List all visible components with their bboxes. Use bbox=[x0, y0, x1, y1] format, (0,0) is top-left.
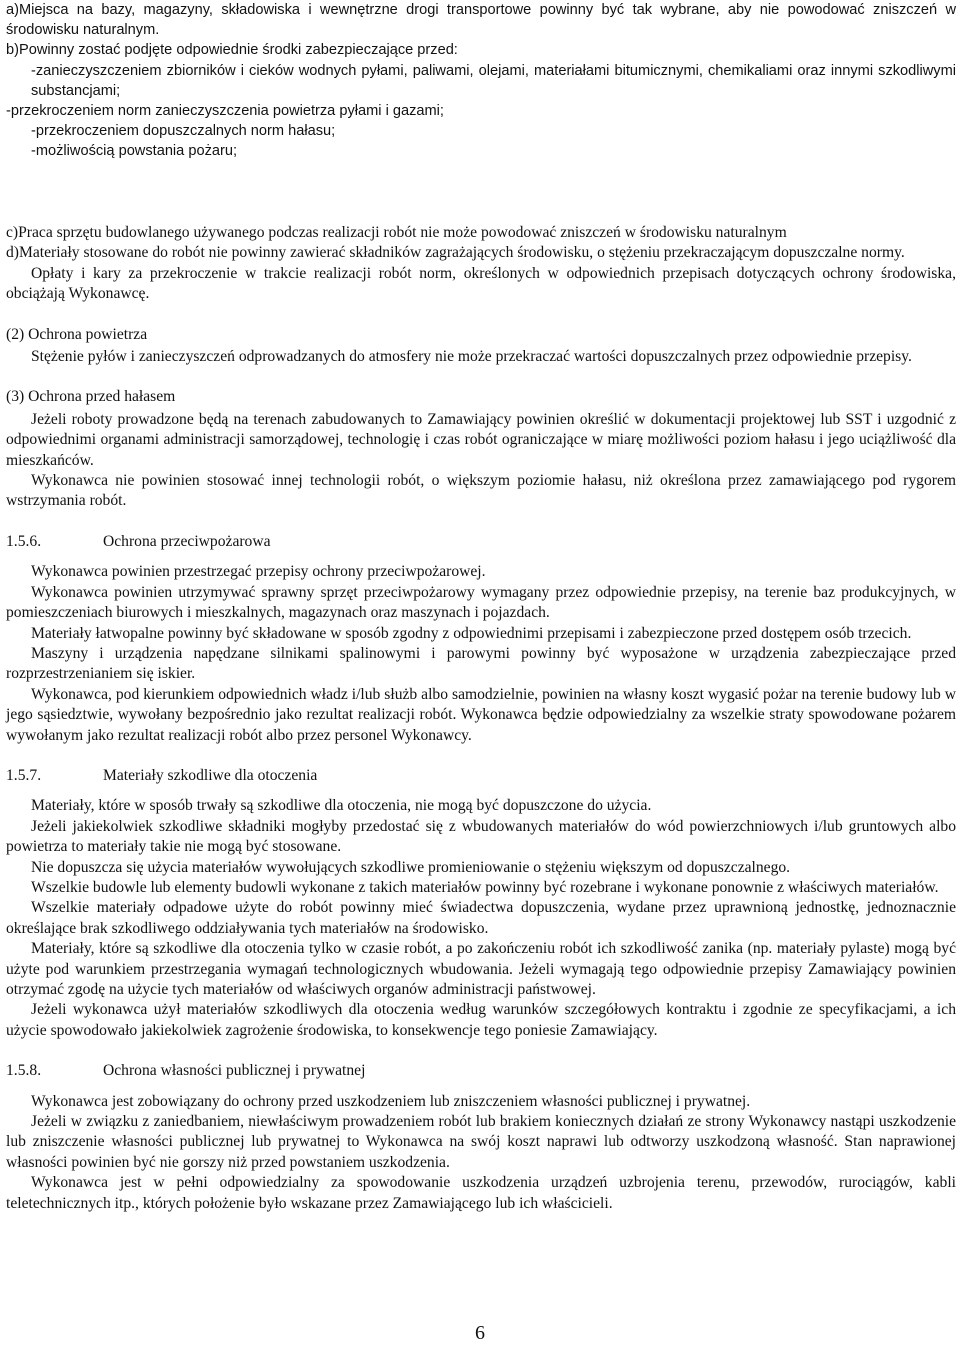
paragraph: Jeżeli jakiekolwiek szkodliwe składniki mogłyby przedostać się z wbudowanych materiałów do wód powierzchniowych i/lub gruntowych albo powietrza to materiały takie nie mogą być stosowane. bbox=[6, 817, 956, 856]
item-b-bullet: -przekroczeniem norm zanieczyszczenia powietrza pyłami i gazami; bbox=[6, 103, 444, 120]
paragraph: Wykonawca jest zobowiązany do ochrony przed uszkodzeniem lub zniszczeniem własności publicznej i prywatnej. bbox=[31, 1092, 751, 1110]
paragraph: Nie dopuszcza się użycia materiałów wywołujących szkodliwe promieniowanie o stężeniu większym od dopuszczalnego. bbox=[31, 858, 791, 876]
paragraph: Wykonawca powinien przestrzegać przepisy ochrony przeciwpożarowej. bbox=[31, 563, 486, 581]
section-heading-air bbox=[6, 325, 956, 345]
fees-paragraph: Opłaty i kary za przekroczenie w trakcie realizacji robót norm, określonych w odpowiednich przepisach dotyczących ochrony środowiska, obciążają Wykonawcę. bbox=[6, 264, 956, 303]
paragraph: Stężenie pyłów i zanieczyszczeń odprowadzanych do atmosfery nie może przekraczać wartości dopuszczalnych przez odpowiednie przepisy. bbox=[31, 348, 912, 366]
section-number: 1.5.6. bbox=[6, 532, 42, 550]
paragraph: Wykonawca powinien utrzymywać sprawny sprzęt przeciwpożarowy wymagany przez odpowiednie przepisy, na terenie baz produkcyjnych, w pomieszczeniach biurowych i mieszkalnych, magazynach oraz maszynach i pojazdach. bbox=[6, 583, 956, 622]
paragraph: Materiały, które są szkodliwe dla otoczenia tylko w czasie robót, a po zakończeniu robót ich szkodliwość zanika (np. materiały pylaste) mogą być użyte pod warunkiem przestrzegania wymagań technologicznych wbudowania. Jeżeli wymagają tego odpowiednie przepisy Zamawiający powinien otrzymać zgodę na użycie tych materiałów od właściwych organów administracji państwowej. bbox=[6, 940, 956, 998]
item-b-bullet: -przekroczeniem dopuszczalnych norm hałasu; bbox=[31, 123, 336, 140]
section-heading-158 bbox=[6, 1061, 956, 1081]
paragraph: Jeżeli w związku z zaniedbaniem, niewłaściwym prowadzeniem robót lub brakiem koniecznych działań ze strony Wykonawcy nastąpi uszkodzenie lub zniszczenie własności publicznej lub prywatnej to Wykonawca na swój koszt naprawi lub odtworzy uszkodzoną własność. Stan naprawionej własności powinien być nie gorszy niż przed powstaniem uszkodzenia. bbox=[6, 1113, 956, 1171]
item-d: d)Materiały stosowane do robót nie powinny zawierać składników zagrażających środowisku, o stężeniu przekraczającym dopuszczalne normy. bbox=[6, 244, 905, 262]
paragraph: Materiały, które w sposób trwały są szkodliwe dla otoczenia, nie mogą być dopuszczone do użycia. bbox=[31, 797, 652, 815]
item-b-bullet: -możliwością powstania pożaru; bbox=[31, 143, 238, 160]
section-heading-156 bbox=[6, 532, 956, 552]
page-number: 6 bbox=[475, 1322, 485, 1344]
section-title: Materiały szkodliwe dla otoczenia bbox=[103, 766, 318, 784]
item-a: a)Miejsca na bazy, magazyny, składowiska i wewnętrzne drogi transportowe powinny być tak wybrane, aby nie powodować zniszczeń w środowisku naturalnym. bbox=[6, 2, 956, 39]
section-heading-157 bbox=[6, 766, 956, 786]
section-title: (3) Ochrona przed hałasem bbox=[6, 388, 176, 406]
section-title: Ochrona przeciwpożarowa bbox=[103, 532, 271, 550]
item-b-intro: b)Powinny zostać podjęte odpowiednie środki zabezpieczające przed: bbox=[6, 42, 458, 59]
paragraph: Wykonawca jest w pełni odpowiedzialny za spowodowanie uszkodzenia urządzeń uzbrojenia terenu, przewodów, rurociągów, kabli teletechnicznych itp., których położenie było wskazane przez Zamawiającego lub ich właścicieli. bbox=[6, 1174, 956, 1212]
section-number: 1.5.8. bbox=[6, 1062, 42, 1080]
paragraph: Jeżeli roboty prowadzone będą na terenach zabudowanych to Zamawiający powinien określić w dokumentacji projektowej lub SST i uzgodnić z odpowiednimi organami administracji samorządowej, technologię i czas robót ograniczające w miarę możliwości poziom hałasu i jego uciążliwość dla mieszkańców. bbox=[6, 410, 956, 469]
document-body bbox=[6, 223, 956, 1214]
paragraph: Wszelkie budowle lub elementy budowli wykonane z takich materiałów powinny być rozebrane i wykonane ponownie z właściwych materiałów. bbox=[31, 878, 939, 896]
paragraph: Wykonawca, pod kierunkiem odpowiednich władz i/lub służb albo samodzielnie, powinien na własny koszt wygasić pożar na terenie budowy lub w jego sąsiedztwie, wywołany bezpośrednio jako rezultat realizacji robót. Wykonawca będzie odpowiedzialny za wszelkie straty spowodowane pożarem wywołanym jako rezultat realizacji robót albo przez personel Wykonawcy. bbox=[6, 685, 956, 744]
paragraph: Wykonawca nie powinien stosować innej technologii robót, o większym poziomie hałasu, niż określona przez zamawiającego pod rygorem wstrzymania robót. bbox=[6, 472, 956, 510]
paragraph: Jeżeli wykonawca użył materiałów szkodliwych dla otoczenia według warunków szczegółowych kontraktu i zgodnie ze specyfikacjami, a ich użycie spowodowało jakiekolwiek zagrożenie środowiska, to konsekwencje tego poniesie Zamawiający. bbox=[6, 1001, 956, 1039]
paragraph: Maszyny i urządzenia napędzane silnikami spalinowymi i parowymi powinny być wyposażone w urządzenia zabezpieczające przed rozprzestrzenianiem się iskier. bbox=[6, 644, 956, 683]
section-number: 1.5.7. bbox=[6, 766, 42, 784]
paragraph: Materiały łatwopalne powinny być składowane w sposób zgodny z odpowiednimi przepisami i zabezpieczone przed dostępem osób trzecich. bbox=[31, 624, 912, 642]
section-title: (2) Ochrona powietrza bbox=[6, 325, 148, 343]
paragraph: Wszelkie materiały odpadowe użyte do robót powinny mieć świadectwa dopuszczenia, wydane przez uprawnioną jednostkę, jednoznacznie określające brak szkodliwego oddziaływania tych materiałów na środowisko. bbox=[6, 899, 956, 937]
item-b-bullet: -zanieczyszczeniem zbiorników i cieków wodnych pyłami, paliwami, olejami, materiałami bitumicznymi, chemikaliami oraz innymi szkodliwymi substancjami; bbox=[31, 62, 956, 99]
section-title: Ochrona własności publicznej i prywatnej bbox=[103, 1062, 366, 1080]
section-heading-noise bbox=[6, 387, 956, 407]
env-protection-list bbox=[6, 0, 956, 162]
item-c: c)Praca sprzętu budowlanego używanego podczas realizacji robót nie może powodować zniszczeń w środowisku naturalnym bbox=[6, 224, 787, 241]
